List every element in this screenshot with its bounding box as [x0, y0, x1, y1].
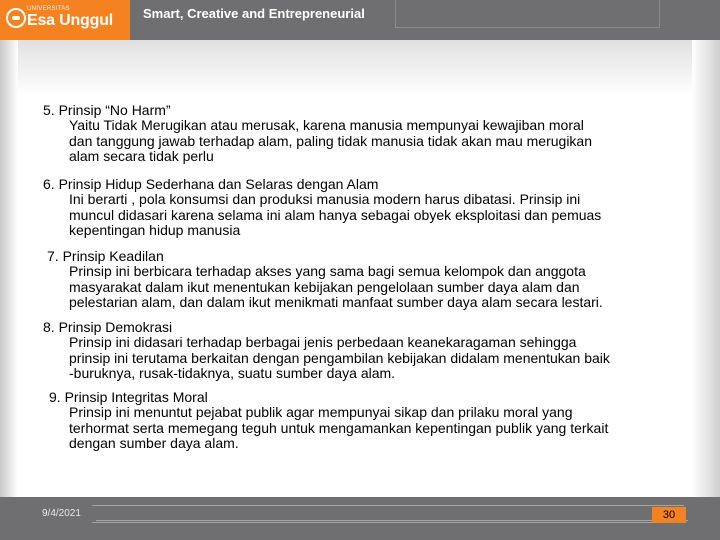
- principle-7: [47, 248, 603, 311]
- body-line: Prinsip ini berbicara terhadap akses yang sama bagi semua kelompok dan anggota: [69, 263, 586, 279]
- header-bar: [0, 0, 720, 40]
- body-line: masyarakat dalam ikut menentukan kebijakan pengelolaan sumber daya alam dan: [69, 278, 580, 295]
- body-line: terhormat serta memegang teguh untuk mengamankan kepentingan publik yang terkait: [69, 419, 609, 436]
- body-line: Ini berarti , pola konsumsi dan produksi manusia modern harus dibatasi. Prinsip ini: [69, 191, 581, 207]
- body-line: Prinsip ini menuntut pejabat publik agar mempunyai sikap dan prilaku moral yang: [69, 404, 573, 420]
- principle-title: 6. Prinsip Hidup Sederhana dan Selaras dengan Alam: [43, 176, 379, 192]
- principle-title: 9. Prinsip Integritas Moral: [49, 389, 208, 405]
- principle-body: [69, 118, 592, 165]
- footer-date: 9/4/2021: [42, 508, 81, 519]
- page-number: 30: [652, 507, 686, 523]
- left-shading: [0, 40, 18, 540]
- principle-body: [69, 264, 603, 311]
- principle-title: 5. Prinsip “No Harm”: [43, 102, 171, 118]
- body-line: pelestarian alam, dan dalam ikut menikmati manfaat sumber daya alam secara lestari.: [69, 294, 603, 310]
- principle-8: [43, 319, 610, 382]
- university-emblem-icon: [6, 8, 26, 28]
- principle-5: [43, 102, 592, 165]
- footer-line-lower: [96, 520, 688, 521]
- logo: [0, 0, 130, 40]
- logo-text: Esa Unggul: [27, 12, 114, 29]
- principle-title: 7. Prinsip Keadilan: [47, 248, 164, 264]
- header-decoration: [395, 0, 660, 28]
- body-line: Prinsip ini didasari terhadap berbagai jenis perbedaan keanekaragaman sehingga: [69, 334, 577, 350]
- body-line: -buruknya, rusak-tidaknya, suatu sumber daya alam.: [69, 365, 396, 381]
- body-line: dengan sumber daya alam.: [69, 435, 239, 451]
- principle-body: [69, 405, 608, 452]
- principle-9: [49, 389, 608, 452]
- body-line: dan tanggung jawab terhadap alam, paling tidak manusia tidak akan mau merugikan: [69, 132, 593, 149]
- body-line: alam secara tidak perlu: [69, 148, 214, 164]
- principle-body: [69, 335, 610, 382]
- body-line: kepentingan hidup manusia: [69, 222, 241, 238]
- body-line: prinsip ini terutama berkaitan dengan pengambilan kebijakan didalam menentukan baik: [69, 349, 610, 366]
- top-shading: [0, 40, 720, 95]
- principle-body: [69, 192, 601, 239]
- tagline: Smart, Creative and Entrepreneurial: [143, 6, 365, 21]
- logo-subtitle: UNIVERSITAS: [27, 6, 70, 12]
- body-line: Yaitu Tidak Merugikan atau merusak, karena manusia mempunyai kewajiban moral: [69, 117, 584, 133]
- principle-title: 8. Prinsip Demokrasi: [43, 319, 173, 335]
- right-shading: [692, 40, 720, 540]
- principle-6: [43, 176, 601, 239]
- body-line: muncul didasari karena selama ini alam hanya sebagai obyek eksploitasi dan pemuas: [69, 206, 602, 223]
